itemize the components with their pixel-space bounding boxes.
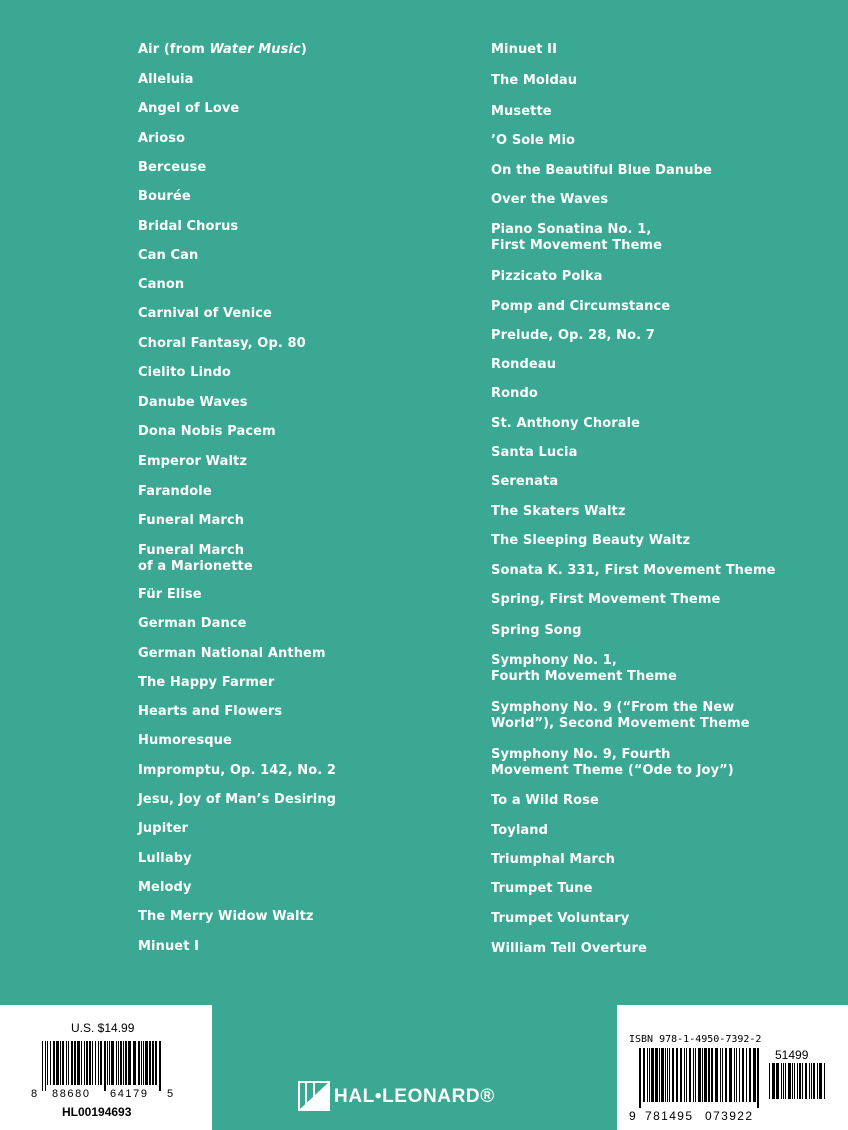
barcode-bar	[71, 1041, 73, 1085]
song-title: Danube Waves	[138, 395, 248, 410]
barcode-bar	[788, 1063, 791, 1099]
song-title: Spring, First Movement Theme	[491, 592, 721, 607]
barcode-bar	[739, 1048, 740, 1102]
barcode-bar	[781, 1063, 782, 1099]
barcode-bar	[143, 1041, 144, 1085]
isbn-addon-digits: 51499	[775, 1048, 809, 1062]
barcode-bar	[128, 1041, 131, 1085]
song-title: Impromptu, Op. 142, No. 2	[138, 763, 337, 778]
song-title: Rondeau	[491, 357, 557, 372]
barcode-bar	[742, 1048, 744, 1102]
barcode-bar	[98, 1041, 99, 1085]
barcode-bar	[120, 1041, 122, 1085]
barcode-bar	[698, 1048, 701, 1102]
song-title: German National Anthem	[138, 646, 326, 661]
barcode-bar	[746, 1048, 747, 1102]
song-title: Funeral March	[138, 513, 245, 528]
barcode-bar	[47, 1041, 48, 1085]
song-title: Hearts and Flowers	[138, 704, 283, 719]
barcode-bar	[684, 1048, 685, 1102]
barcode-bar	[769, 1063, 770, 1099]
barcode-bar	[66, 1041, 67, 1085]
barcode-bar	[702, 1048, 703, 1102]
isbn-digits-group2: 073922	[705, 1109, 754, 1123]
barcode-bar	[92, 1041, 93, 1085]
barcode-bar	[785, 1063, 786, 1099]
barcode-bar	[753, 1048, 756, 1102]
song-title: Jupiter	[138, 821, 188, 836]
upc-digit-first: 8	[31, 1088, 38, 1100]
barcode-bar	[50, 1041, 51, 1085]
barcode-bar	[149, 1041, 151, 1085]
song-title: Trumpet Tune	[491, 881, 593, 896]
barcode-bar	[686, 1048, 687, 1102]
song-title: ’O Sole Mio	[491, 133, 576, 148]
barcode-bar	[81, 1041, 82, 1085]
song-title: Canon	[138, 277, 185, 292]
barcode-bar	[669, 1048, 670, 1102]
barcode-bar	[693, 1048, 694, 1102]
item-number: HL00194693	[62, 1105, 132, 1119]
song-title: Musette	[491, 104, 552, 119]
barcode-bar	[736, 1048, 737, 1102]
barcode-bar	[725, 1048, 727, 1102]
barcode-bar	[799, 1063, 801, 1099]
song-title: Santa Lucia	[491, 445, 578, 460]
song-title: Humoresque	[138, 733, 232, 748]
barcode-bar	[680, 1048, 682, 1102]
song-title: Trumpet Voluntary	[491, 911, 630, 926]
barcode-bar	[676, 1048, 678, 1102]
isbn-label: ISBN 978-1-4950-7392-2	[629, 1034, 762, 1045]
hal-leonard-logo	[298, 1080, 554, 1114]
barcode-bar	[68, 1041, 69, 1085]
barcode-bar	[53, 1041, 55, 1085]
song-title: St. Anthony Chorale	[491, 416, 641, 431]
song-title: Over the Waves	[491, 192, 609, 207]
barcode-bar	[111, 1041, 114, 1085]
barcode-bar	[118, 1041, 119, 1085]
barcode-bar	[116, 1041, 117, 1085]
barcode-bar	[77, 1041, 80, 1085]
song-title: Farandole	[138, 484, 212, 499]
song-title: To a Wild Rose	[491, 793, 599, 808]
barcode-bar	[711, 1048, 713, 1102]
barcode-bar	[792, 1063, 793, 1099]
song-title: The Moldau	[491, 73, 578, 88]
song-title: Spring Song	[491, 623, 582, 638]
song-title: Berceuse	[138, 160, 207, 175]
barcode-bar	[62, 1041, 64, 1085]
barcode-bar	[56, 1041, 59, 1085]
barcode-bar	[722, 1048, 723, 1102]
barcode-bar	[45, 1041, 46, 1091]
barcode-bar	[794, 1063, 795, 1099]
song-title: Angel of Love	[138, 101, 240, 116]
song-title: The Happy Farmer	[138, 675, 275, 690]
barcode-bar	[708, 1048, 710, 1102]
barcode-bar	[695, 1048, 696, 1102]
barcode-bar	[811, 1063, 812, 1099]
barcode-bar	[824, 1063, 825, 1099]
song-title: Rondo	[491, 386, 538, 401]
barcode-bar	[141, 1041, 142, 1085]
barcode-bar	[783, 1063, 784, 1099]
barcode-bar	[817, 1063, 818, 1099]
barcode-bar	[104, 1041, 106, 1091]
song-title: Jesu, Joy of Man’s Desiring	[138, 792, 337, 807]
song-title: Minuet I	[138, 939, 200, 954]
song-title: Choral Fantasy, Op. 80	[138, 336, 306, 351]
song-title: Cielito Lindo	[138, 365, 231, 380]
barcode-bar	[133, 1041, 136, 1085]
isbn-barcode	[639, 1048, 761, 1108]
song-title: Toyland	[491, 823, 549, 838]
song-title: Lullaby	[138, 851, 192, 866]
barcode-bar	[60, 1041, 61, 1085]
barcode-bar	[138, 1041, 140, 1085]
song-title: Für Elise	[138, 587, 202, 602]
barcode-bar	[86, 1041, 88, 1085]
barcode-bar	[647, 1048, 648, 1102]
publisher-name: HAL•LEONARD®	[334, 1086, 495, 1107]
barcode-bar	[757, 1048, 759, 1108]
barcode-bar	[100, 1041, 102, 1085]
barcode-bar	[89, 1041, 91, 1085]
barcode-bar	[42, 1041, 43, 1091]
barcode-bar	[145, 1041, 148, 1085]
barcode-bar	[107, 1041, 108, 1085]
upc-barcode	[42, 1041, 164, 1091]
barcode-bar	[659, 1048, 660, 1102]
song-title: Sonata K. 331, First Movement Theme	[491, 563, 776, 578]
price-label: U.S. $14.99	[71, 1021, 135, 1035]
barcode-bar	[704, 1048, 707, 1102]
song-title: On the Beautiful Blue Danube	[491, 163, 712, 178]
piano-keys-icon	[298, 1080, 330, 1112]
barcode-bar	[667, 1048, 668, 1102]
song-title: Prelude, Op. 28, No. 7	[491, 328, 655, 343]
song-title: Alleluia	[138, 72, 194, 87]
song-title: The Sleeping Beauty Waltz	[491, 533, 691, 548]
song-title: Air (from Water Music)	[138, 42, 307, 57]
barcode-bar	[772, 1063, 775, 1099]
song-title: Piano Sonatina No. 1, First Movement Theme	[491, 222, 663, 253]
barcode-bar	[720, 1048, 721, 1102]
song-title: Symphony No. 9, Fourth Movement Theme (“Ode to Joy”)	[491, 747, 734, 778]
barcode-bar	[689, 1048, 691, 1102]
barcode-bar	[74, 1041, 76, 1085]
barcode-bar	[655, 1048, 658, 1102]
barcode-bar	[665, 1048, 666, 1102]
song-title: Dona Nobis Pacem	[138, 424, 276, 439]
song-title: Arioso	[138, 131, 186, 146]
song-title: Funeral March of a Marionette	[138, 543, 253, 574]
barcode-bar	[643, 1048, 645, 1102]
song-title: Symphony No. 9 (“From the New World”), Second Movement Theme	[491, 700, 750, 731]
barcode-bar	[805, 1063, 807, 1099]
isbn-addon-barcode	[769, 1063, 827, 1099]
upc-digits-group1: 88680	[52, 1088, 91, 1100]
barcode-bar	[819, 1063, 822, 1099]
barcode-bar	[155, 1041, 157, 1085]
barcode-bar	[715, 1048, 718, 1102]
song-title: Triumphal March	[491, 852, 616, 867]
song-title: William Tell Overture	[491, 941, 647, 956]
song-title: Minuet II	[491, 42, 558, 57]
isbn-barcode-panel	[617, 1005, 848, 1130]
song-title: Symphony No. 1, Fourth Movement Theme	[491, 653, 677, 684]
barcode-bar	[109, 1041, 110, 1085]
barcode-bar	[125, 1041, 127, 1085]
song-title: Melody	[138, 880, 192, 895]
barcode-bar	[802, 1063, 803, 1099]
isbn-digits-group1: 781495	[645, 1109, 694, 1123]
upc-barcode-panel	[0, 1005, 212, 1130]
barcode-bar	[672, 1048, 674, 1102]
barcode-bar	[152, 1041, 154, 1085]
song-title: The Skaters Waltz	[491, 504, 626, 519]
barcode-bar	[813, 1063, 815, 1099]
barcode-bar	[651, 1048, 654, 1102]
song-title: Pomp and Circumstance	[491, 299, 671, 314]
song-title: Bourée	[138, 189, 191, 204]
isbn-digit-first: 9	[629, 1109, 636, 1123]
barcode-bar	[797, 1063, 798, 1099]
barcode-bar	[809, 1063, 810, 1099]
barcode-bar	[734, 1048, 735, 1102]
song-title: The Merry Widow Waltz	[138, 909, 314, 924]
song-title: Pizzicato Polka	[491, 269, 603, 284]
barcode-bar	[729, 1048, 732, 1102]
song-title: Bridal Chorus	[138, 219, 239, 234]
upc-digit-last: 5	[167, 1088, 174, 1100]
barcode-bar	[84, 1041, 85, 1085]
barcode-bar	[639, 1048, 641, 1108]
barcode-bar	[159, 1041, 161, 1091]
song-title: German Dance	[138, 616, 247, 631]
barcode-bar	[661, 1048, 664, 1102]
barcode-bar	[95, 1041, 96, 1085]
upc-digits-group2: 64179	[110, 1088, 149, 1100]
song-title: Emperor Waltz	[138, 454, 248, 469]
barcode-bar	[123, 1041, 124, 1085]
barcode-bar	[749, 1048, 751, 1102]
song-title: Serenata	[491, 474, 559, 489]
song-title: Carnival of Venice	[138, 306, 272, 321]
song-title: Can Can	[138, 248, 199, 263]
barcode-bar	[649, 1048, 650, 1102]
barcode-bar	[776, 1063, 779, 1099]
